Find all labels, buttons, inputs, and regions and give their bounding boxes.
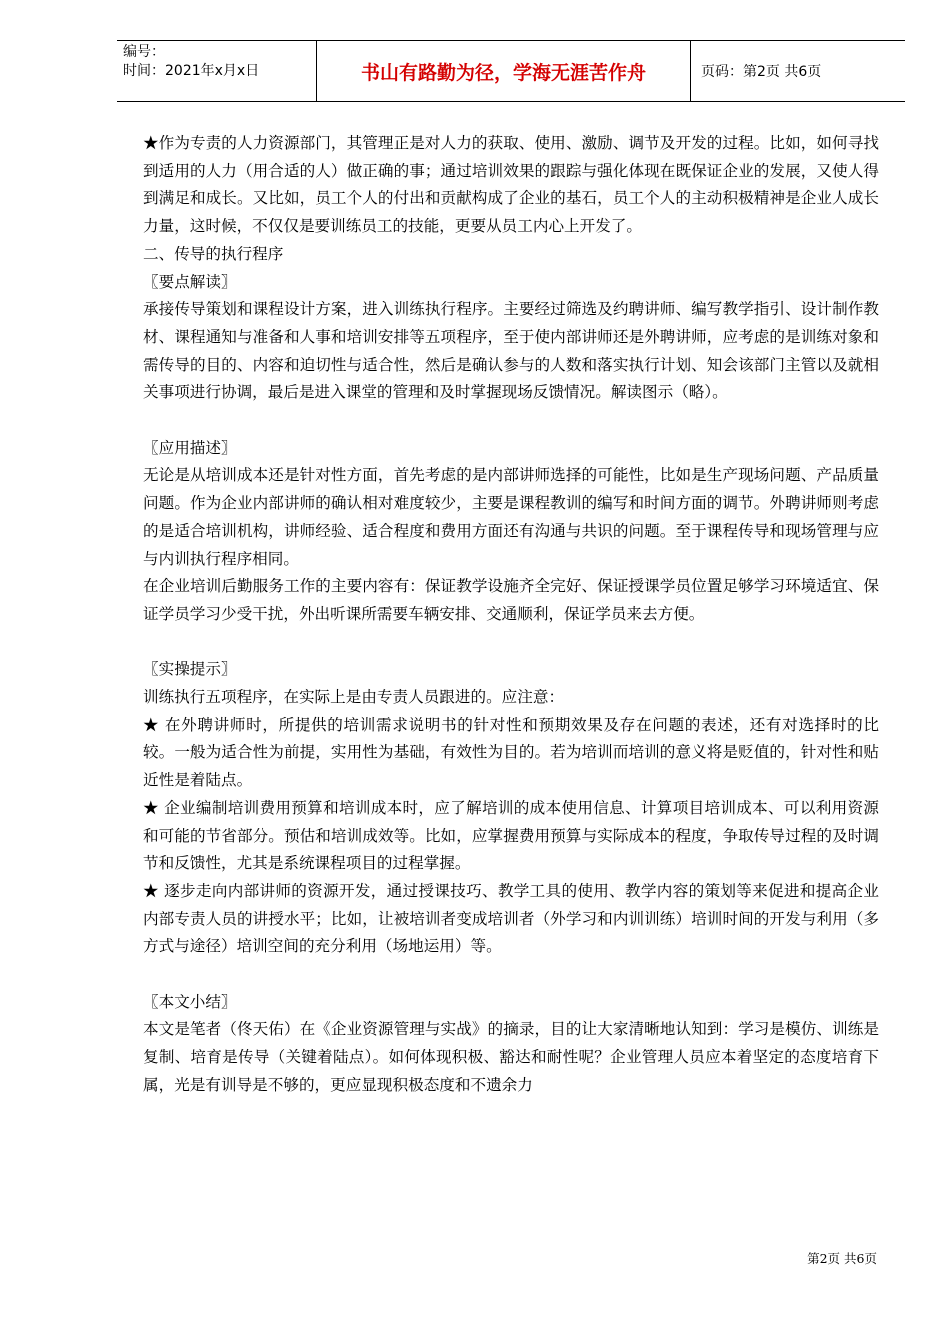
- blank-line: [143, 629, 879, 657]
- subheading-key-points: 〖要点解读〗: [143, 272, 237, 291]
- subheading-application: 〖应用描述〗: [143, 438, 237, 457]
- paragraph-key-points: 承接传导策划和课程设计方案，进入训练执行程序。主要经过筛选及约聘讲师、编写教学指引、设计制作教材、课程通知与准备和人事和培训安排等五项程序，至于使内部讲师还是外聘讲师，应考虑的是训练对象和需传导的目的、内容和迫切性与适合性，然后是确认参与的人数和落实执行计划、知会该部门主管以及就相关事项进行协调，最后是进入课堂的管理和及时掌握现场反馈情况。解读图示（略）。: [143, 300, 879, 402]
- paragraph-hr-department: ★作为专责的人力资源部门，其管理正是对人力的获取、使用、激励、调节及开发的过程。比如，如何寻找到适用的人力（用合适的人）做正确的事；通过培训效果的跟踪与强化体现在既保证企业的发展，又使人得到满足和成长。又比如，员工个人的付出和贡献构成了企业的基石，员工个人的主动积极精神是企业人成长力量，这时候，不仅仅是要训练员工的技能，更要从员工内心上开发了。: [143, 134, 879, 236]
- section-heading-execution: 二、传导的执行程序: [143, 244, 284, 263]
- header-meta: [117, 41, 317, 101]
- subheading-summary: 〖本文小结〗: [143, 992, 237, 1011]
- bullet-internal-lecturer: ★ 逐步走向内部讲师的资源开发，通过授课技巧、教学工具的使用、教学内容的策划等来促进和提高企业内部专责人员的讲授水平；比如，让被培训者变成培训者（外学习和内训训练）培训时间的开发与利用（多方式与途径）培训空间的充分利用（场地运用）等。: [143, 881, 879, 956]
- footer-page-number: 第2页 共6页: [807, 1251, 877, 1266]
- document-body: [143, 130, 879, 1100]
- paragraph-practice-intro: 训练执行五项程序，在实际上是由专责人员跟进的。应注意：: [143, 688, 565, 707]
- document-time-label: 时间：2021年x月x日: [123, 63, 260, 79]
- paragraph-application: 无论是从培训成本还是针对性方面，首先考虑的是内部讲师选择的可能性，比如是生产现场问题、产品质量问题。作为企业内部讲师的确认相对难度较少，主要是课程教训的编写和时间方面的调节。外聘讲师则考虑的是适合培训机构，讲师经验、适合程度和费用方面还有沟通与共识的问题。至于课程传导和现场管理与应与内训执行程序相同。: [143, 466, 879, 568]
- subheading-practice-tips: 〖实操提示〗: [143, 660, 237, 679]
- paragraph-logistics: 在企业培训后勤服务工作的主要内容有：保证教学设施齐全完好、保证授课学员位置足够学习环境适宜、保证学员学习少受干扰，外出听课所需要车辆安排、交通顺利，保证学员来去方便。: [143, 577, 879, 623]
- document-number-label: 编号：: [123, 44, 165, 60]
- bullet-external-lecturer: ★ 在外聘讲师时，所提供的培训需求说明书的针对性和预期效果及存在问题的表述，还有对选择时的比较。一般为适合性为前提，实用性为基础，有效性为目的。若为培训而培训的意义将是贬值的，针对性和贴近性是着陆点。: [143, 715, 879, 790]
- blank-line: [143, 961, 879, 989]
- page-header: [117, 40, 905, 102]
- blank-line: [143, 407, 879, 435]
- header-page-number: 页码：第2页 共6页: [701, 64, 822, 80]
- header-motto: 书山有路勤为径，学海无涯苦作舟: [317, 41, 691, 101]
- bullet-budget: ★ 企业编制培训费用预算和培训成本时，应了解培训的成本使用信息、计算项目培训成本、可以利用资源和可能的节省部分。预估和培训成效等。比如，应掌握费用预算与实际成本的程度，争取传导过程的及时调节和反馈性，尤其是系统课程项目的过程掌握。: [143, 798, 879, 873]
- paragraph-summary: 本文是笔者（佟天佑）在《企业资源管理与实战》的摘录，目的让大家清晰地认知到：学习是模仿、训练是复制、培育是传导（关键着陆点）。如何体现积极、豁达和耐性呢？企业管理人员应本着坚定的态度培育下属，光是有训导是不够的，更应显现积极态度和不遗余力: [143, 1020, 879, 1094]
